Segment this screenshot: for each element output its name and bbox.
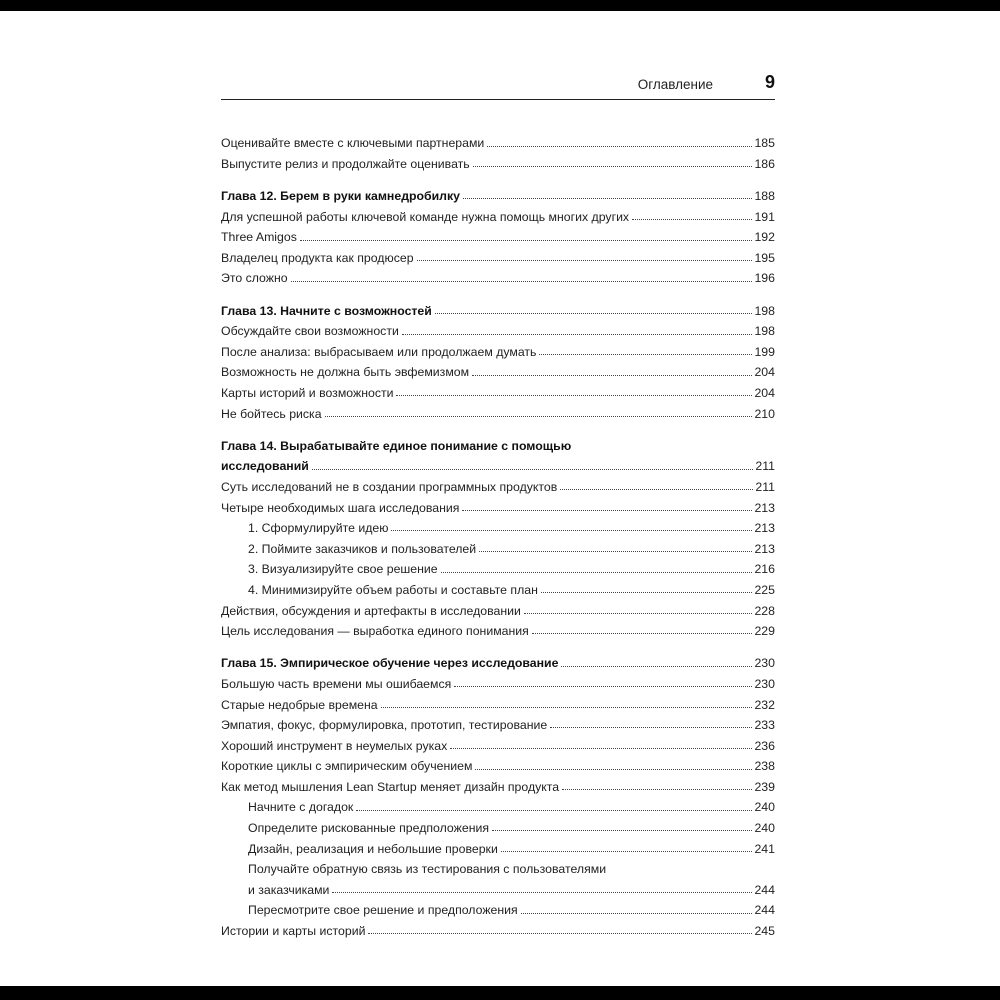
toc-page-number: 233 bbox=[754, 718, 775, 733]
toc-entry-line bbox=[221, 358, 775, 379]
dot-leader bbox=[300, 240, 753, 241]
toc-subsection-entry[interactable] bbox=[221, 576, 775, 597]
toc-section-entry[interactable] bbox=[221, 399, 775, 420]
toc-entry-line bbox=[248, 834, 775, 855]
toc-subsection-entry[interactable] bbox=[221, 555, 775, 576]
toc-section-entry[interactable] bbox=[221, 264, 775, 285]
dot-leader bbox=[396, 395, 752, 396]
toc-page-number: 238 bbox=[754, 759, 775, 774]
toc-entry-title: 1. Сформулируйте идею bbox=[248, 521, 389, 536]
section-gap bbox=[221, 420, 775, 432]
toc-page-number: 195 bbox=[754, 250, 775, 265]
toc-section-entry[interactable] bbox=[221, 150, 775, 171]
toc-page-number: 213 bbox=[754, 500, 775, 515]
toc-page-number: 241 bbox=[754, 841, 775, 856]
toc-entry-line bbox=[221, 182, 775, 203]
toc-subsection-entry[interactable] bbox=[221, 855, 775, 896]
toc-entry-title: Цель исследования — выработка единого понимания bbox=[221, 624, 529, 639]
toc-entry-line bbox=[248, 534, 775, 555]
toc-section-entry[interactable] bbox=[221, 202, 775, 223]
toc-section-entry[interactable] bbox=[221, 617, 775, 638]
toc-entry-line bbox=[248, 896, 775, 917]
dot-leader bbox=[475, 769, 752, 770]
dot-leader bbox=[472, 375, 752, 376]
toc-section-entry[interactable] bbox=[221, 317, 775, 338]
dot-leader bbox=[417, 260, 753, 261]
toc-entry-line bbox=[221, 917, 775, 938]
toc-entry-title: Как метод мышления Lean Startup меняет дизайн продукта bbox=[221, 779, 560, 794]
toc-entry-line bbox=[221, 202, 775, 223]
toc-entry-line bbox=[221, 670, 775, 691]
dot-leader bbox=[521, 913, 753, 914]
toc-entry-title: исследований bbox=[221, 459, 309, 474]
toc-page-number: 228 bbox=[754, 603, 775, 618]
toc-page-number: 185 bbox=[754, 136, 775, 151]
toc-entry-title: Истории и карты историй bbox=[221, 924, 366, 939]
toc-entry-title: Действия, обсуждения и артефакты в исследовании bbox=[221, 603, 521, 618]
toc-page-number: 186 bbox=[754, 156, 775, 171]
toc-page-number: 198 bbox=[754, 303, 775, 318]
dot-leader bbox=[454, 686, 752, 687]
dot-leader bbox=[291, 281, 753, 282]
toc-page-number: 230 bbox=[754, 676, 775, 691]
dot-leader bbox=[435, 313, 753, 314]
toc-entry-line bbox=[248, 855, 775, 876]
dot-leader bbox=[541, 592, 753, 593]
dot-leader bbox=[501, 851, 753, 852]
toc-entry-line bbox=[221, 731, 775, 752]
toc-subsection-entry[interactable] bbox=[221, 793, 775, 814]
toc-entry-title: Суть исследований не в создании программных продуктов bbox=[221, 479, 558, 494]
toc-section-entry[interactable] bbox=[221, 917, 775, 938]
toc-entry-line bbox=[221, 773, 775, 794]
section-gap bbox=[221, 285, 775, 297]
dot-leader bbox=[332, 892, 752, 893]
dot-leader bbox=[462, 510, 752, 511]
toc-page-number: 245 bbox=[754, 924, 775, 939]
dot-leader bbox=[450, 748, 752, 749]
toc-entry-title: Старые недобрые времена bbox=[221, 697, 378, 712]
toc-page-number: 211 bbox=[755, 459, 775, 474]
toc-subsection-entry[interactable] bbox=[221, 534, 775, 555]
section-gap bbox=[221, 170, 775, 182]
toc-page-number: 216 bbox=[754, 562, 775, 577]
dot-leader bbox=[524, 613, 753, 614]
toc-section-entry[interactable] bbox=[221, 731, 775, 752]
toc-entry-title: Оценивайте вместе с ключевыми партнерами bbox=[221, 136, 485, 151]
toc-subsection-entry[interactable] bbox=[221, 896, 775, 917]
toc-chapter-entry[interactable] bbox=[221, 432, 775, 473]
toc-entry-title: Владелец продукта как продюсер bbox=[221, 250, 414, 265]
toc-entry-title: Глава 14. Вырабатывайте единое понимание с помощью bbox=[221, 438, 572, 453]
toc-entry-title: 4. Минимизируйте объем работы и составьте план bbox=[248, 582, 538, 597]
toc-section-entry[interactable] bbox=[221, 358, 775, 379]
page-header bbox=[221, 67, 775, 100]
toc-entry-title: Дизайн, реализация и небольшие проверки bbox=[248, 841, 498, 856]
toc-entry-line bbox=[221, 596, 775, 617]
book-page bbox=[0, 11, 1000, 986]
toc-page-number: 192 bbox=[754, 230, 775, 245]
dot-leader bbox=[391, 530, 752, 531]
toc-entry-title: Получайте обратную связь из тестирования с пользователями bbox=[248, 862, 607, 877]
toc-entry-title: Выпустите релиз и продолжайте оценивать bbox=[221, 156, 470, 171]
toc-entry-line bbox=[221, 690, 775, 711]
toc-entry-title: Пересмотрите свое решение и предположения bbox=[248, 903, 518, 918]
toc-entry-title: Обсуждайте свои возможности bbox=[221, 324, 399, 339]
toc-entry-line bbox=[221, 649, 775, 670]
dot-leader bbox=[632, 219, 752, 220]
toc-page-number: 210 bbox=[754, 406, 775, 421]
toc-entry-title: Хороший инструмент в неумелых руках bbox=[221, 738, 448, 753]
toc-entry-title: Большую часть времени мы ошибаемся bbox=[221, 676, 452, 691]
toc-entry-line bbox=[221, 617, 775, 638]
table-of-contents bbox=[221, 129, 775, 937]
dot-leader bbox=[463, 198, 752, 199]
toc-entry-line bbox=[248, 555, 775, 576]
toc-entry-line bbox=[248, 814, 775, 835]
dot-leader bbox=[312, 469, 754, 470]
dot-leader bbox=[368, 933, 752, 934]
toc-entry-title: Карты историй и возможности bbox=[221, 386, 394, 401]
dot-leader bbox=[325, 416, 753, 417]
toc-entry-title: и заказчиками bbox=[248, 882, 330, 897]
toc-entry-title: Для успешной работы ключевой команде нужна помощь многих других bbox=[221, 209, 630, 224]
toc-entry-line bbox=[221, 150, 775, 171]
toc-entry-line bbox=[221, 296, 775, 317]
dot-leader bbox=[550, 727, 752, 728]
dot-leader bbox=[560, 489, 753, 490]
toc-page-number: 211 bbox=[755, 479, 775, 494]
toc-page-number: 225 bbox=[754, 582, 775, 597]
dot-leader bbox=[381, 707, 753, 708]
toc-entry-line bbox=[248, 793, 775, 814]
toc-section-entry[interactable] bbox=[221, 752, 775, 773]
toc-page-number: 204 bbox=[754, 365, 775, 380]
toc-entry-line bbox=[248, 876, 775, 897]
toc-section-entry[interactable] bbox=[221, 244, 775, 265]
toc-entry-line bbox=[248, 576, 775, 597]
toc-section-entry[interactable] bbox=[221, 670, 775, 691]
toc-section-entry[interactable] bbox=[221, 493, 775, 514]
toc-chapter-entry[interactable] bbox=[221, 182, 775, 203]
toc-entry-line bbox=[221, 379, 775, 400]
section-gap bbox=[221, 637, 775, 649]
toc-chapter-entry[interactable] bbox=[221, 649, 775, 670]
toc-section-entry[interactable] bbox=[221, 690, 775, 711]
toc-entry-line bbox=[248, 514, 775, 535]
dot-leader bbox=[562, 789, 752, 790]
toc-section-entry[interactable] bbox=[221, 338, 775, 359]
toc-entry-title: Глава 13. Начните с возможностей bbox=[221, 303, 432, 318]
toc-subsection-entry[interactable] bbox=[221, 834, 775, 855]
toc-page-number: 198 bbox=[754, 324, 775, 339]
toc-entry-title: Не бойтесь риска bbox=[221, 406, 322, 421]
dot-leader bbox=[539, 354, 752, 355]
toc-entry-title: 3. Визуализируйте свое решение bbox=[248, 562, 438, 577]
toc-page-number: 213 bbox=[754, 541, 775, 556]
toc-page-number: 213 bbox=[754, 521, 775, 536]
page-number: 9 bbox=[764, 72, 775, 92]
toc-entry-line bbox=[221, 317, 775, 338]
dot-leader bbox=[479, 551, 752, 552]
dot-leader bbox=[473, 166, 753, 167]
toc-page-number: 244 bbox=[754, 903, 775, 918]
toc-entry-line bbox=[221, 473, 775, 494]
toc-page-number: 240 bbox=[754, 821, 775, 836]
toc-page-number: 199 bbox=[754, 344, 775, 359]
toc-entry-title: После анализа: выбрасываем или продолжаем думать bbox=[221, 344, 537, 359]
toc-section-entry[interactable] bbox=[221, 223, 775, 244]
toc-page-number: 240 bbox=[754, 800, 775, 815]
toc-page-number: 191 bbox=[754, 209, 775, 224]
toc-section-entry[interactable] bbox=[221, 596, 775, 617]
toc-entry-line bbox=[221, 338, 775, 359]
toc-entry-title: Эмпатия, фокус, формулировка, прототип, тестирование bbox=[221, 718, 548, 733]
dot-leader bbox=[356, 810, 752, 811]
toc-page-number: 196 bbox=[754, 271, 775, 286]
toc-entry-title: 2. Поймите заказчиков и пользователей bbox=[248, 541, 477, 556]
toc-entry-line bbox=[221, 244, 775, 265]
toc-section-entry[interactable] bbox=[221, 711, 775, 732]
dot-leader bbox=[441, 572, 753, 573]
toc-entry-line bbox=[221, 432, 775, 453]
toc-section-entry[interactable] bbox=[221, 379, 775, 400]
toc-page-number: 244 bbox=[754, 882, 775, 897]
toc-section-entry[interactable] bbox=[221, 129, 775, 150]
toc-page-number: 230 bbox=[754, 656, 775, 671]
toc-entry-title: Возможность не должна быть эвфемизмом bbox=[221, 365, 470, 380]
running-title: Оглавление bbox=[637, 77, 713, 92]
toc-entry-title: Глава 12. Берем в руки камнедробилку bbox=[221, 189, 460, 204]
toc-page-number: 236 bbox=[754, 738, 775, 753]
dot-leader bbox=[561, 666, 752, 667]
dot-leader bbox=[402, 334, 753, 335]
toc-entry-line bbox=[221, 264, 775, 285]
toc-chapter-entry[interactable] bbox=[221, 296, 775, 317]
toc-entry-line bbox=[221, 452, 775, 473]
toc-entry-title: Это сложно bbox=[221, 271, 288, 286]
toc-entry-title: Четыре необходимых шага исследования bbox=[221, 500, 460, 515]
toc-section-entry[interactable] bbox=[221, 473, 775, 494]
toc-entry-title: Глава 15. Эмпирическое обучение через исследование bbox=[221, 656, 559, 671]
toc-entry-line bbox=[221, 129, 775, 150]
toc-page-number: 239 bbox=[754, 779, 775, 794]
toc-page-number: 232 bbox=[754, 697, 775, 712]
toc-entry-title: Three Amigos bbox=[221, 230, 297, 245]
toc-page-number: 188 bbox=[754, 189, 775, 204]
toc-subsection-entry[interactable] bbox=[221, 814, 775, 835]
toc-page-number: 229 bbox=[754, 624, 775, 639]
toc-entry-line bbox=[221, 752, 775, 773]
toc-entry-title: Начните с догадок bbox=[248, 800, 354, 815]
toc-entry-line bbox=[221, 711, 775, 732]
toc-section-entry[interactable] bbox=[221, 773, 775, 794]
toc-entry-title: Короткие циклы с эмпирическим обучением bbox=[221, 759, 473, 774]
toc-entry-line bbox=[221, 493, 775, 514]
toc-entry-line bbox=[221, 223, 775, 244]
dot-leader bbox=[487, 146, 752, 147]
toc-subsection-entry[interactable] bbox=[221, 514, 775, 535]
dot-leader bbox=[492, 830, 752, 831]
dot-leader bbox=[532, 633, 753, 634]
toc-entry-line bbox=[221, 399, 775, 420]
toc-entry-title: Определите рискованные предположения bbox=[248, 821, 490, 836]
toc-page-number: 204 bbox=[754, 386, 775, 401]
